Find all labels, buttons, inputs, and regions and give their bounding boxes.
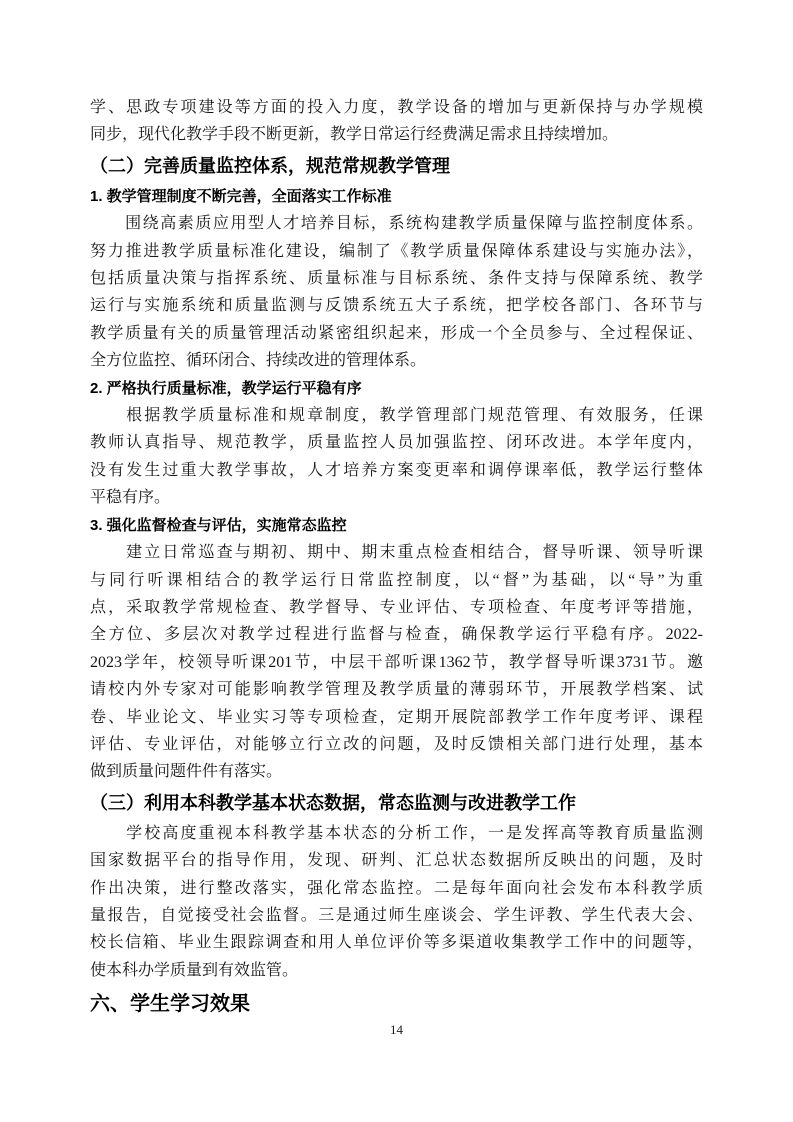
text-line: 量报告，自觉接受社会监督。三是通过师生座谈会、学生评教、学生代表大会、 bbox=[90, 906, 703, 924]
section-heading-3: （三）利用本科教学基本状态数据，常态监测与改进教学工作 bbox=[90, 792, 576, 813]
subheading-2-1: 1. 教学管理制度不断完善，全面落实工作标准 bbox=[90, 187, 392, 205]
text-line: 评估、专业评估，对能够立行立改的问题，及时反馈相关部门进行处理，基本 bbox=[90, 735, 703, 753]
text-line: 同步，现代化教学手段不断更新，教学日常运行经费满足需求且持续增加。 bbox=[90, 126, 619, 144]
text-line: 全方位、多层次对教学过程进行监督与检查，确保教学运行平稳有序。2022- bbox=[90, 626, 703, 644]
text-line: 学、思政专项建设等方面的投入力度，教学设备的增加与更新保持与办学规模 bbox=[90, 99, 703, 116]
paragraph-2-3 bbox=[90, 539, 703, 786]
text-line: 卷、毕业论文、毕业实习等专项检查，定期开展院部教学工作年度考评、课程 bbox=[90, 708, 703, 726]
text-line: 作出决策，进行整改落实，强化常态监控。二是每年面向社会发布本科教学质 bbox=[90, 879, 703, 897]
page-number: 14 bbox=[390, 1022, 403, 1037]
paragraph-intro-continuation bbox=[90, 94, 703, 149]
text-line: 与同行听课相结合的教学运行日常监控制度，以“督”为基础，以“导”为重 bbox=[90, 571, 703, 589]
text-line: 建立日常巡查与期初、期中、期末重点检查相结合，督导听课、领导听课 bbox=[90, 544, 703, 562]
paragraph-3 bbox=[90, 820, 703, 984]
text-line: 校长信箱、毕业生跟踪调查和用人单位评价等多渠道收集教学工作中的问题等， bbox=[90, 934, 703, 952]
text-line: 2023学年，校领导听课201节，中层干部听课1362节，教学督导听课3731节。邀 bbox=[90, 653, 703, 671]
text-column bbox=[90, 94, 703, 1021]
section-heading-2: （二）完善质量监控体系，规范常规教学管理 bbox=[90, 155, 450, 176]
text-line: 平稳有序。 bbox=[90, 489, 171, 507]
paragraph-2-2 bbox=[90, 402, 703, 512]
text-line: 包括质量决策与指挥系统、质量标准与目标系统、条件支持与保障系统、教学 bbox=[90, 270, 703, 288]
text-line: 使本科办学质量到有效监管。 bbox=[90, 961, 299, 979]
text-line: 学校高度重视本科教学基本状态的分析工作，一是发挥高等教育质量监测 bbox=[90, 824, 703, 842]
text-line: 教师认真指导、规范教学，质量监控人员加强监控、闭环改进。本学年度内， bbox=[90, 434, 703, 452]
text-line: 教学质量有关的质量管理活动紧密组织起来，形成一个全员参与、全过程保证、 bbox=[90, 324, 703, 342]
text-line: 全方位监控、循环闭合、持续改进的管理体系。 bbox=[90, 352, 427, 370]
subheading-2-2: 2. 严格执行质量标准，教学运行平稳有序 bbox=[90, 379, 362, 397]
text-line: 点，采取教学常规检查、教学督导、专业评估、专项检查、年度考评等措施， bbox=[90, 598, 703, 616]
paragraph-2-1 bbox=[90, 210, 703, 374]
text-line: 没有发生过重大教学事故，人才培养方案变更率和调停课率低，教学运行整体 bbox=[90, 461, 703, 479]
text-line: 请校内外专家对可能影响教学管理及教学质量的薄弱环节，开展教学档案、试 bbox=[90, 681, 703, 699]
text-line: 运行与实施系统和质量监测与反馈系统五大子系统，把学校各部门、各环节与 bbox=[90, 297, 703, 315]
text-line: 根据教学质量标准和规章制度，教学管理部门规范管理、有效服务，任课 bbox=[90, 407, 703, 425]
text-line: 围绕高素质应用型人才培养目标，系统构建教学质量保障与监控制度体系。 bbox=[90, 215, 703, 233]
text-line: 努力推进教学质量标准化建设，编制了《教学质量保障体系建设与实施办法》， bbox=[90, 242, 703, 260]
text-line: 国家数据平台的指导作用，发现、研判、汇总状态数据所反映出的问题，及时 bbox=[90, 852, 703, 870]
subheading-2-3: 3. 强化监督检查与评估，实施常态监控 bbox=[90, 516, 347, 534]
chapter-heading-6: 六、学生学习效果 bbox=[90, 993, 250, 1016]
text-line: 做到质量问题件件有落实。 bbox=[90, 763, 283, 781]
